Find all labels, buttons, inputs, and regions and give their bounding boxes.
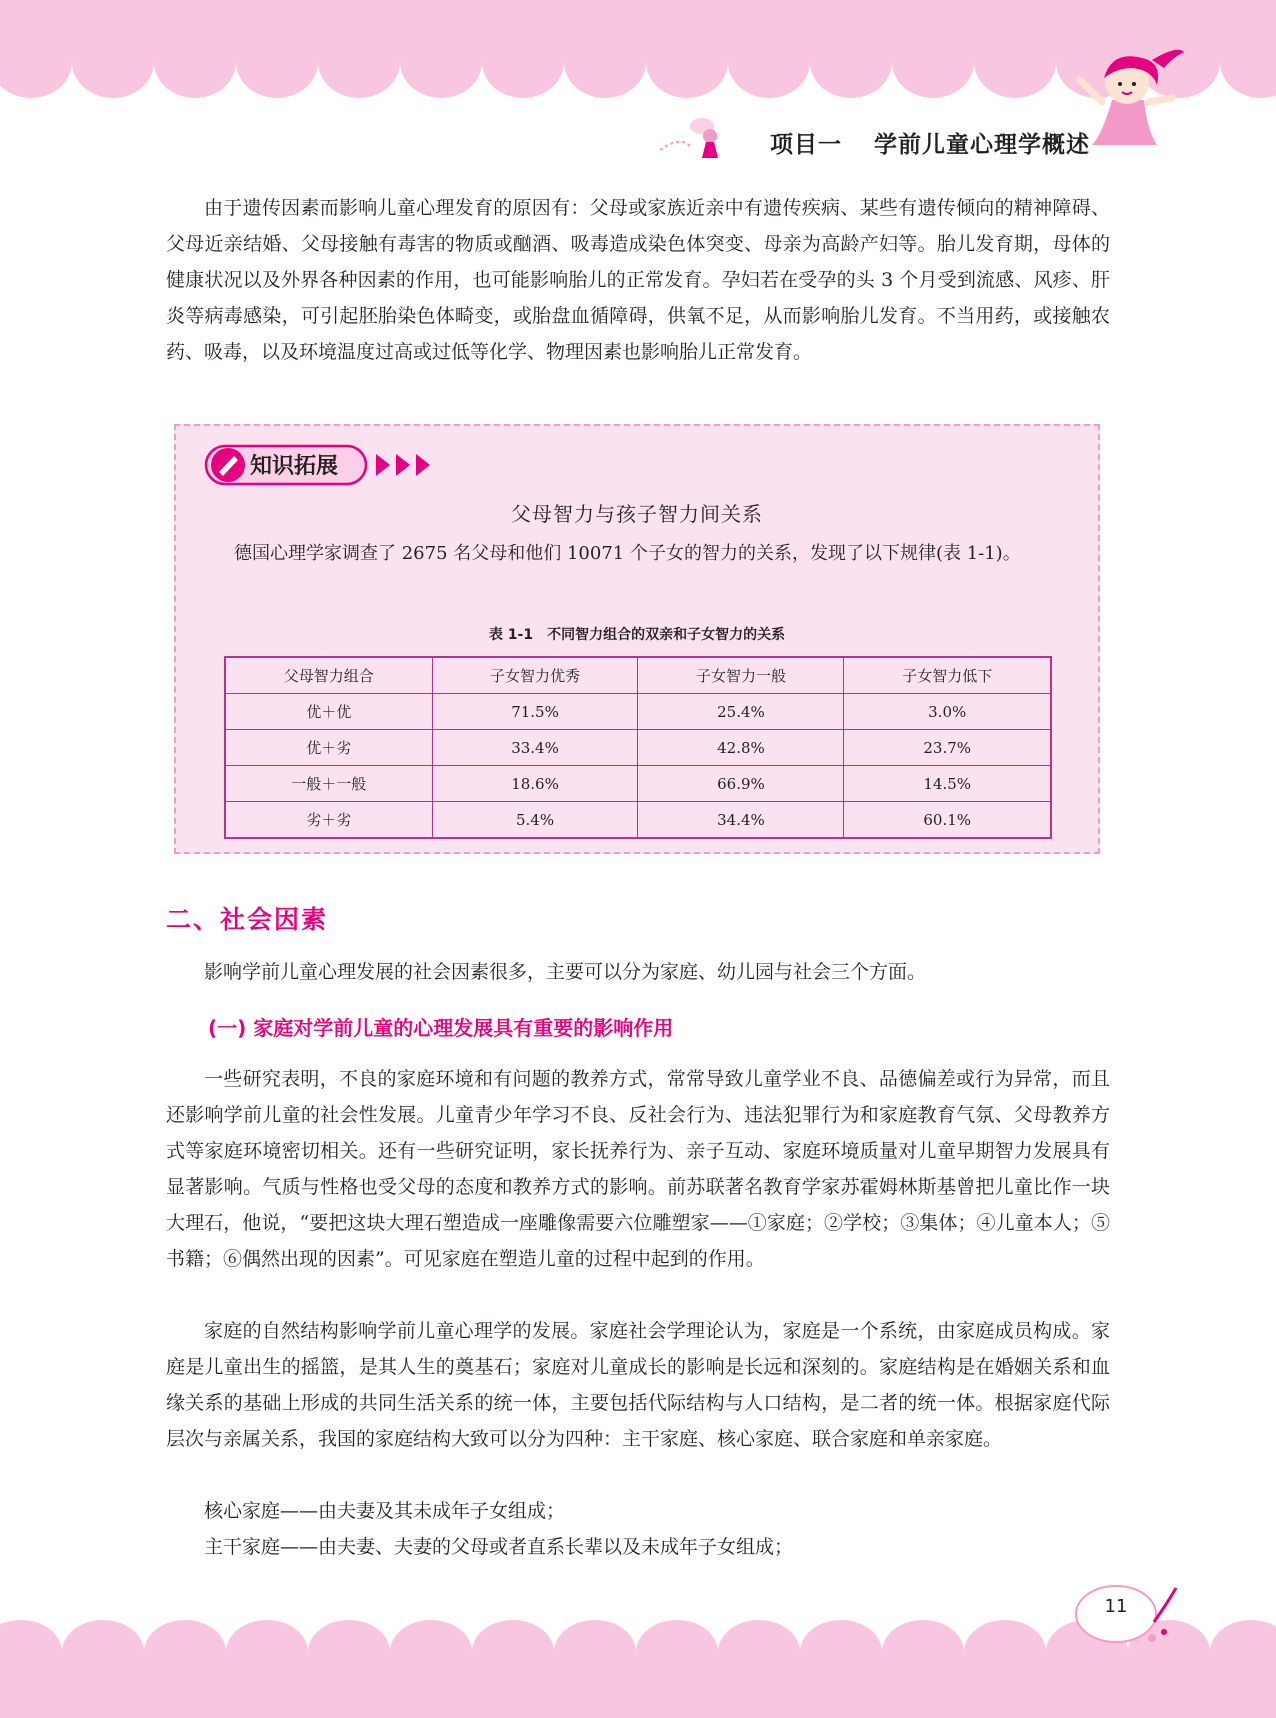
table-row: [225, 730, 1051, 766]
table-cell: 23.7%: [844, 730, 1051, 766]
table-cell: 66.9%: [638, 766, 844, 802]
body-paragraph: 核心家庭——由夫妻及其未成年子女组成；: [204, 1500, 566, 1522]
table-cell: 优＋劣: [225, 730, 432, 766]
girl-illustration: [1072, 40, 1192, 150]
table-cell: 25.4%: [638, 694, 844, 730]
table-cell: 71.5%: [432, 694, 638, 730]
table-header-row: [225, 657, 1051, 694]
table-cell: 一般＋一般: [225, 766, 432, 802]
page-number: 11: [1104, 1596, 1128, 1617]
knowledge-extension-box: [174, 424, 1100, 854]
table-cell: 5.4%: [432, 802, 638, 839]
table-row: [225, 694, 1051, 730]
body-paragraph: 一些研究表明，不良的家庭环境和有问题的教养方式，常常导致儿童学业不良、品德偏差或行为异常，而且还影响学前儿童的社会性发展。儿童青少年学习不良、反社会行为、违法犯罪行为和家庭教育气氛、父母教养方式等家庭环境密切相关。还有一些研究证明，家长抚养行为、亲子互动、家庭环境质量对儿童早期智力发展具有显著影响。气质与性格也受父母的态度和教养方式的影响。前苏联著名教育学家苏霍姆林斯基曾把儿童比作一块大理石，他说，“要把这块大理石塑造成一座雕像需要六位雕塑家——①家庭；②学校；③集体；④儿童本人；⑤书籍；⑥偶然出现的因素”。可见家庭在塑造儿童的过程中起到的作用。: [166, 1068, 1110, 1270]
section-intro: 影响学前儿童心理发展的社会因素很多，主要可以分为家庭、幼儿园与社会三个方面。: [204, 961, 927, 983]
table-row: [225, 802, 1051, 839]
knowledge-badge-label: 知识拓展: [250, 454, 339, 479]
table-cell: 14.5%: [844, 766, 1051, 802]
table-caption: 表 1-1 不同智力组合的双亲和子女智力的关系: [488, 627, 786, 643]
body-paragraph: 家庭的自然结构影响学前儿童心理学的发展。家庭社会学理论认为，家庭是一个系统，由家庭成员构成。家庭是儿童出生的摇篮，是其人生的奠基石；家庭对儿童成长的影响是长远和深刻的。家庭结构是在婚姻关系和血缘关系的基础上形成的共同生活关系的统一体，主要包括代际结构与人口结构，是二者的统一体。根据家庭代际层次与亲属关系，我国的家庭结构大致可以分为四种：主干家庭、核心家庭、联合家庭和单亲家庭。: [166, 1320, 1110, 1450]
table-cell: 60.1%: [844, 802, 1051, 839]
project-label: 项目一: [770, 132, 842, 158]
running-header: [770, 126, 1090, 159]
subsection-heading: (一) 家庭对学前儿童的心理发展具有重要的影响作用: [208, 1016, 674, 1040]
body-paragraph: 主干家庭——由夫妻、夫妻的父母或者直系长辈以及未成年子女组成；: [204, 1536, 794, 1558]
table-row: [225, 766, 1051, 802]
table-cell: 3.0%: [844, 694, 1051, 730]
table-cell: 42.8%: [638, 730, 844, 766]
table-header-cell: 子女智力低下: [844, 657, 1051, 694]
table-cell: 33.4%: [432, 730, 638, 766]
intro-paragraph: 由于遗传因素而影响儿童心理发育的原因有：父母或家族近亲中有遗传疾病、某些有遗传倾向的精神障碍、父母近亲结婚、父母接触有毒害的物质或酗酒、吸毒造成染色体突变、母亲为高龄产妇等。胎儿发育期，母体的健康状况以及外界各种因素的作用，也可能影响胎儿的正常发育。孕妇若在受孕的头 3 个月受到流感、风疹、肝炎等病毒感染，可引起胚胎染色体畸变，或胎盘血循障碍，供氧不足，从而影响胎儿发育。不当用药，或接触农药、吸毒，以及环境温度过高或过低等化学、物理因素也影响胎儿正常发育。: [166, 197, 1110, 363]
table-cell: 优＋优: [225, 694, 432, 730]
table-cell: 34.4%: [638, 802, 844, 839]
table-header-cell: 子女智力优秀: [432, 657, 638, 694]
intelligence-table: [224, 656, 1052, 839]
chapter-title: 学前儿童心理学概述: [874, 132, 1090, 158]
table-header-cell: 父母智力组合: [225, 657, 432, 694]
section-heading: 二、社会因素: [166, 905, 329, 934]
box-title: 父母智力与孩子智力间关系: [511, 502, 763, 526]
table-header-cell: 子女智力一般: [638, 657, 844, 694]
table-cell: 18.6%: [432, 766, 638, 802]
table-cell: 劣＋劣: [225, 802, 432, 839]
fairy-icon: [650, 106, 730, 162]
box-paragraph: 德国心理学家调查了 2675 名父母和他们 10071 个子女的智力的关系，发现了以下规律(表 1-1)。: [234, 543, 1021, 564]
page-number-badge: [1072, 1582, 1182, 1652]
